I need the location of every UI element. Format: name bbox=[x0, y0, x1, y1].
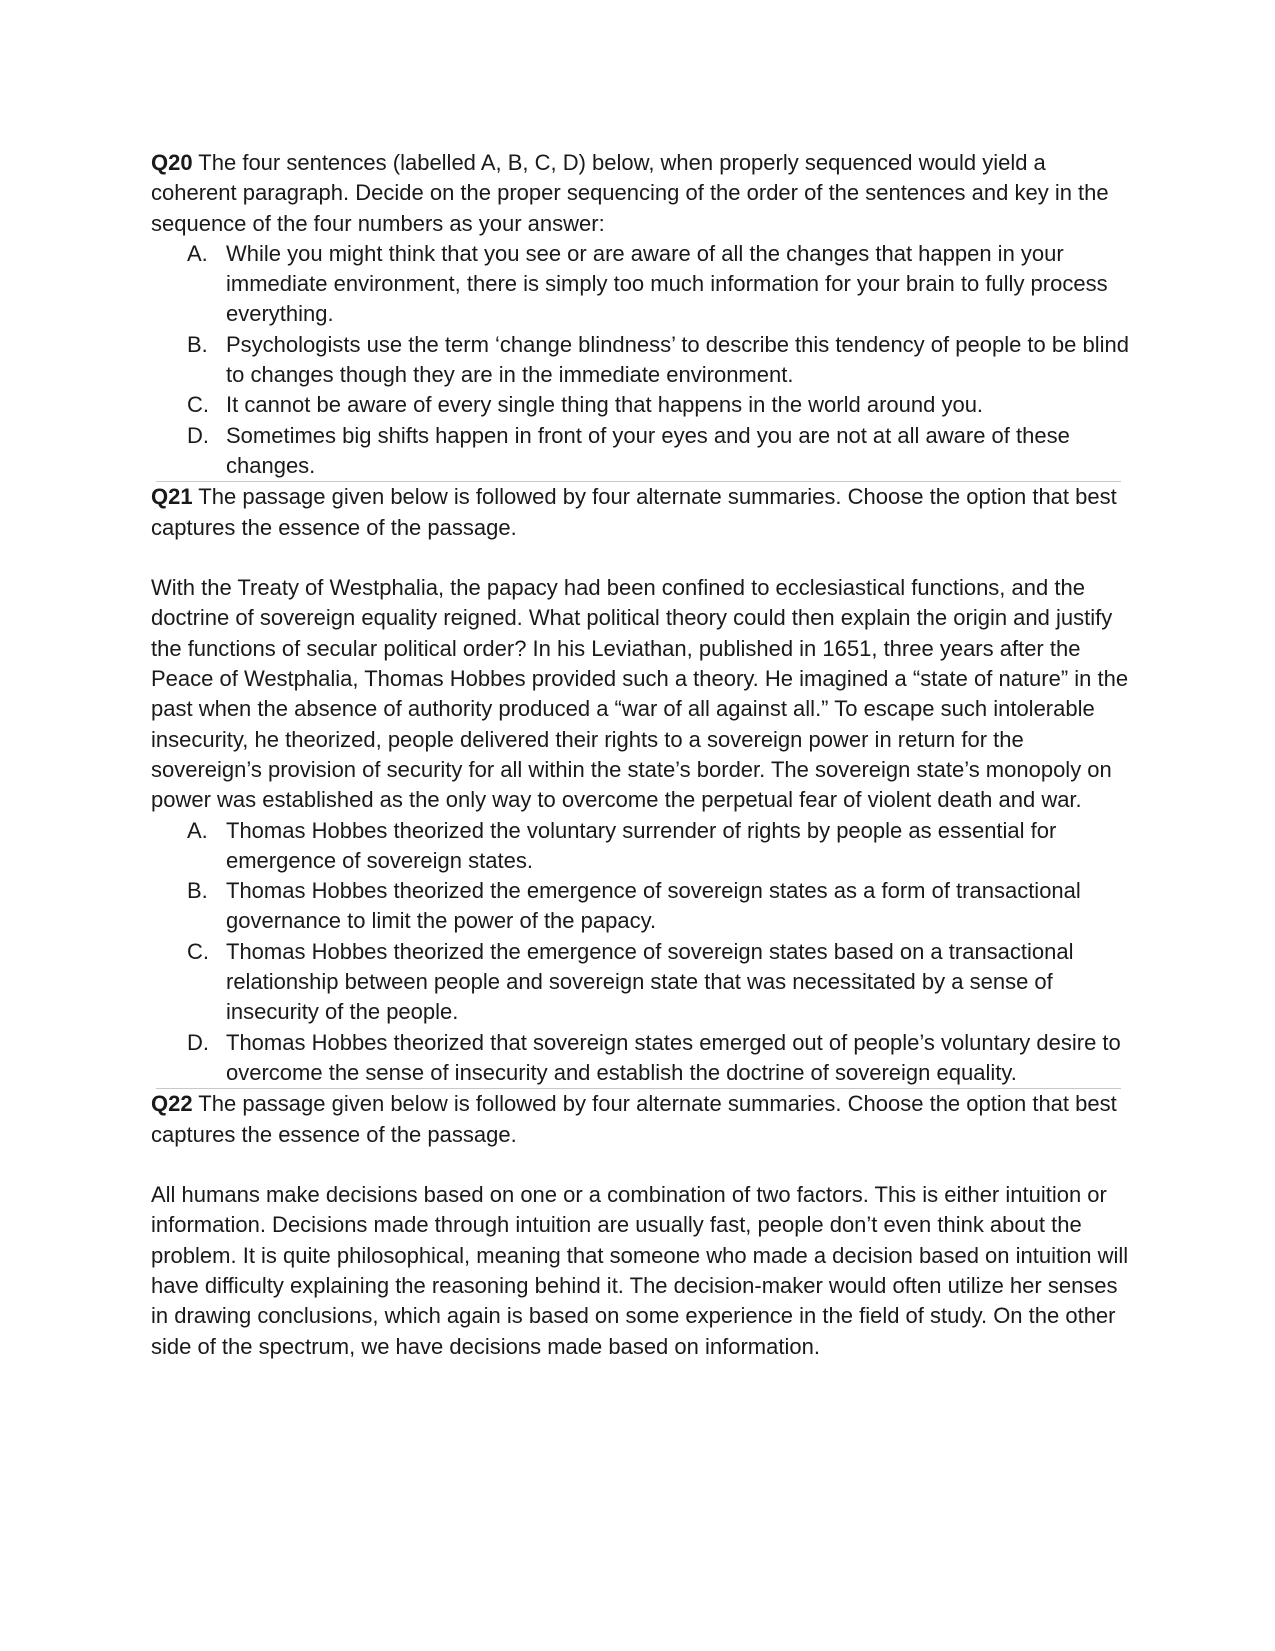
question-prompt-text: The passage given below is followed by four alternate summaries. Choose the option that best captures the essence of the passage. bbox=[151, 1091, 1117, 1147]
document-page bbox=[151, 148, 1131, 1362]
option-list bbox=[151, 239, 1131, 481]
option-text: Sometimes big shifts happen in front of your eyes and you are not at all aware of these changes. bbox=[226, 422, 1070, 478]
question-21-prompt bbox=[151, 482, 1131, 543]
option-letter: B. bbox=[187, 878, 208, 904]
question-20-prompt bbox=[151, 148, 1131, 239]
question-21-passage: With the Treaty of Westphalia, the papacy had been confined to ecclesiastical functions, and the doctrine of sovereign equality reigned. What political theory could then explain the origin and justify the functions of secular political order? In his Leviathan, published in 1651, three years after the Peace of Westphalia, Thomas Hobbes provided such a theory. He imagined a “state of nature” in the past when the absence of authority produced a “war of all against all.” To escape such intolerable insecurity, he theorized, people delivered their rights to a sovereign power in return for the sovereign’s provision of security for all within the state’s border. The sovereign state’s monopoly on power was established as the only way to overcome the perpetual fear of violent death and war. bbox=[151, 575, 1129, 813]
option-text: Thomas Hobbes theorized the voluntary surrender of rights by people as essential for emergence of sovereign states. bbox=[226, 817, 1057, 873]
option-letter: A. bbox=[187, 240, 208, 266]
option-letter: C. bbox=[187, 392, 209, 418]
option-text: It cannot be aware of every single thing that happens in the world around you. bbox=[226, 392, 984, 418]
option-d bbox=[151, 1028, 1131, 1089]
question-21 bbox=[151, 482, 1131, 1088]
option-b bbox=[151, 330, 1131, 391]
question-prompt-text: The passage given below is followed by four alternate summaries. Choose the option that best captures the essence of the passage. bbox=[151, 484, 1117, 540]
option-letter: B. bbox=[187, 331, 208, 357]
question-22 bbox=[151, 1089, 1131, 1362]
question-20 bbox=[151, 148, 1131, 481]
option-c bbox=[151, 390, 1131, 420]
question-22-prompt bbox=[151, 1089, 1131, 1150]
option-letter: C. bbox=[187, 938, 209, 964]
option-text: While you might think that you see or are aware of all the changes that happen in your immediate environment, there is simply too much information for your brain to fully process everything. bbox=[226, 240, 1108, 327]
option-d bbox=[151, 421, 1131, 482]
question-22-passage: All humans make decisions based on one or a combination of two factors. This is either intuition or information. Decisions made through intuition are usually fast, people don’t even think about the problem. It is quite philosophical, meaning that someone who made a decision based on intuition will have difficulty explaining the reasoning behind it. The decision-maker would often utilize her senses in drawing conclusions, which again is based on some experience in the field of study. On the other side of the spectrum, we have decisions made based on information. bbox=[151, 1182, 1129, 1359]
option-a bbox=[151, 816, 1131, 877]
question-prompt-text: The four sentences (labelled A, B, C, D) below, when properly sequenced would yield a coherent paragraph. Decide on the proper sequencing of the order of the sentences and key in the sequence of the four numbers as your answer: bbox=[151, 150, 1109, 236]
section-divider bbox=[156, 481, 1121, 482]
option-letter: A. bbox=[187, 817, 208, 843]
option-list bbox=[151, 816, 1131, 1089]
option-letter: D. bbox=[187, 422, 209, 448]
question-number: Q20 bbox=[151, 150, 193, 175]
option-text: Thomas Hobbes theorized that sovereign states emerged out of people’s voluntary desire to overcome the sense of insecurity and establish the doctrine of sovereign equality. bbox=[226, 1029, 1121, 1085]
option-b bbox=[151, 876, 1131, 937]
option-c bbox=[151, 937, 1131, 1028]
question-number: Q21 bbox=[151, 484, 193, 510]
option-letter: D. bbox=[187, 1029, 209, 1055]
section-divider bbox=[156, 1088, 1121, 1089]
option-text: Psychologists use the term ‘change blindness’ to describe this tendency of people to be blind to changes though they are in the immediate environment. bbox=[226, 331, 1129, 388]
option-text: Thomas Hobbes theorized the emergence of sovereign states as a form of transactional governance to limit the power of the papacy. bbox=[226, 878, 1081, 934]
option-a bbox=[151, 239, 1131, 330]
option-text: Thomas Hobbes theorized the emergence of sovereign states based on a transactional relationship between people and sovereign state that was necessitated by a sense of insecurity of the people. bbox=[226, 938, 1074, 1025]
question-number: Q22 bbox=[151, 1091, 193, 1117]
